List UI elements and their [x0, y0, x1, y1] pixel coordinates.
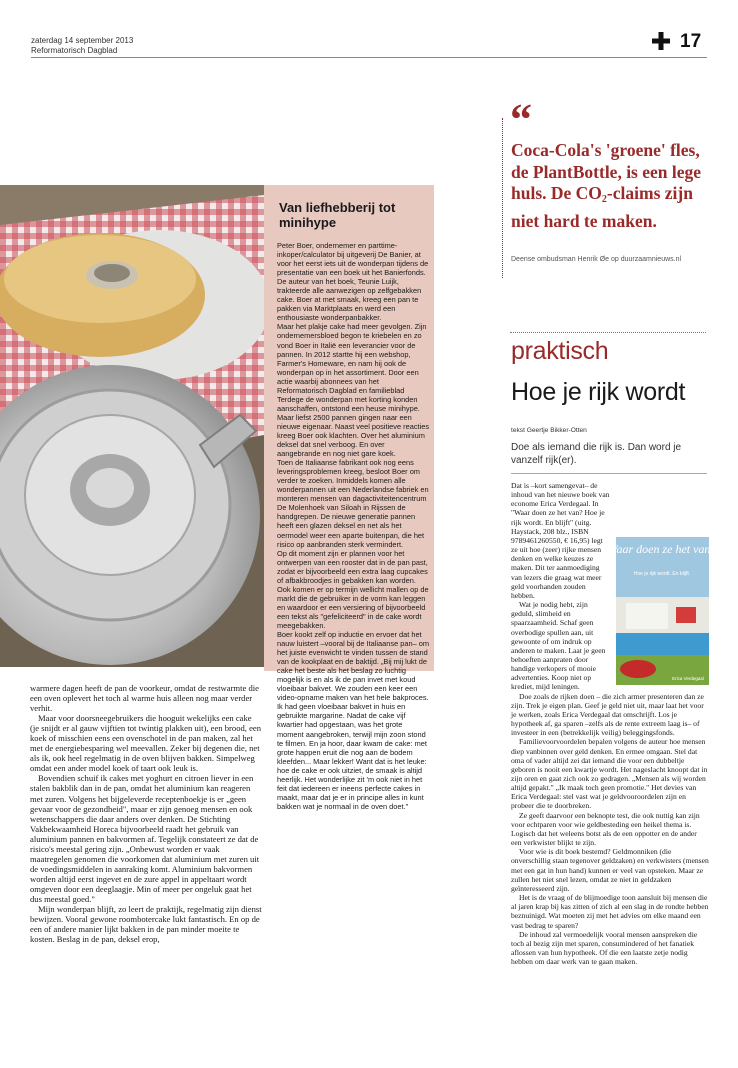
sidebar-paragraph: Maar het plakje cake had meer gevolgen. Zijn ondernemersbloed begon te kriebelen en zo vond Boer in Italië een leverancier voor de pannen. In 2012 startte hij een webshop, Farmer's Homeware, en nam hij ook de wonderpan op in het assortiment. Door een actie waarbij abonnees van het Reformatorisch Dagblad en familieblad Terdege de wonderpan met korting konden aanschaffen, ontstond een heuse minihype. Maar liefst 2500 pannen gingen naar een nieuwe eigenaar. Naast veel positieve reacties kreeg Boer ook klachten. Over het aluminium deksel dat snel verboog. En over aangebrande en nog niet gare koek.	[277, 322, 430, 459]
book-subtitle: Hoe je rijk wordt. En blijft.	[633, 571, 691, 577]
section-divider	[510, 332, 706, 333]
sidebar-body	[277, 241, 429, 811]
article-body-right	[511, 481, 717, 967]
page-number: 17	[680, 31, 702, 52]
article-body-left	[30, 683, 262, 944]
article-paragraph: Dat is –kort samengevat– de inhoud van het nieuwe boek van econome Erica Verdegaal. In "Waar doen ze het van? Hoe je rijk wordt. En blijft" (uitg. Haystack, 208 blz., ISBN 9789461260550, € 16,95) legt ze uit hoe (zeer) rijke mensen denken en welke keuzes ze maken. Dit ter aanmoediging van lezers die graag wat meer geld voorhanden zouden hebben.	[511, 481, 610, 600]
sidebar-paragraph: Toen de Italiaanse fabrikant ook nog eens leveringsproblemen kreeg, besloot Boer om verder te zoeken. Inmiddels komen alle wonderpannen uit een Nederlandse fabriek en monteren mensen van dagactiviteitencentrum De Molenhoek van Siloah in Rijssen de handgrepen. De nieuwe generatie pannen heeft een glazen deksel en net als het oermodel weer een aparte buitenpan, die het risico op aanbranden sterk vermindert.	[277, 458, 429, 549]
article-intro: Doe als iemand die rijk is. Dan word je vanzelf rijk(er).	[511, 442, 682, 466]
quote-mark-icon: “	[510, 95, 532, 144]
cake-wonderpan-photo	[0, 185, 264, 667]
header-divider	[31, 57, 707, 58]
article-paragraph: De inhoud zal vermoedelijk vooral mensen aanspreken die toch al bezig zijn met sparen, consumindered of het fanatiek aflossen van hun hypotheek. Of die een laatste zetje nodig hebben om daar werk van te gaan maken.	[511, 929, 698, 967]
article-headline: Hoe je rijk wordt	[511, 378, 686, 406]
book-author: Erica Verdegaal	[672, 676, 704, 681]
article-paragraph: Het is de vraag of de blijmoedige toon aansluit bij mensen die al jaren krap bij kas zitten of zich al een slag in de rondte hebben beznuinigd. Wat moeten zij met het advies om elke maand een vast bedrag te sparen?	[511, 893, 709, 930]
plus-icon	[652, 32, 670, 50]
sidebar-paragraph: Peter Boer, ondernemer en parttime-inkoper/calculator bij uitgeverij De Banier, at voor het eerst iets uit de wonderpan tijdens de presentatie van een boek uit het Banierfonds. De auteur van het boek, Teunie Luijk, trakteerde alle aanwezigen op zelfgebakken cake. Boer at met smaak, kreeg een pan te pakken via Marktplaats en werd een enthousiaste wonderpanbakker.	[277, 241, 429, 323]
article-paragraph: Doe zoals de rijken doen – die zich armer presenteren dan ze zijn. Trek je eigen plan. Geef je geld niet uit, maar laat het voor je werken, zoals Erica Verdegaal dat omschrijft. Los je hypotheek af, ga sparen –zelfs als de rente extreem laag is– of investeer in een (betrekkelijk veilig) beleggingsfonds.	[511, 691, 704, 738]
intro-divider	[511, 473, 707, 474]
sidebar-paragraph: Op dit moment zijn er plannen voor het ontwerpen van een rooster dat in de pan past, zodat er bijvoorbeeld een extra laag cupcakes of afbakbroodjes in gebakken kan worden. Ook komen er op termijn wellicht mallen op de markt die de gebruiker in de vorm kan leggen en waardoor er een versiering of bijvoorbeeld een tekst als "gefeliciteerd" in de cake wordt meegebakken.	[277, 548, 429, 630]
article-paragraph: Ze geeft daarvoor een beknopte test, die ook nuttig kan zijn voor echtparen voor wie geldbesteding een heikel thema is. Logisch dat het weleens botst als de een oppotter en de ander een verkwister blijkt te zijn.	[511, 810, 700, 848]
quote-rule	[502, 118, 504, 278]
section-label: praktisch	[511, 337, 609, 365]
article-paragraph: Familievoorvoordelen bepalen volgens de auteur hoe mensen diep vanbinnen over geld denken. En ermee omgaan. Stel dat oma of vader altijd zei dat iemand die voor een dubbeltje geboren is nooit een kwartje wordt. Het nageslacht knoopt dat in zijn oren en gaat zich ook zo gedragen. „Mensen als wij worden altijd gepakt." „Ik maak toch geen promotie." Het devies van Erica Verdegaal: stel vast wat je geldvooroordelen zijn en probeer die te doorbreken.	[511, 737, 708, 811]
publication-name: Reformatorisch Dagblad	[31, 46, 118, 55]
sidebar-paragraph: Boer kookt zelf op inductie en ervoer dat het nauw luistert –vooral bij de Italiaanse pan– om het juiste evenwicht te vinden tussen de stand van de kookplaat en de baktijd. „Bij mij lukt de cake het beste als het beslag zo luchtig mogelijk is en als ik de pan invet met koud vloeibaar bakvet. We zouden een keer een video-opname maken van het hele bakproces. Ik had geen vloeibaar bakvet in huis en gebruikte margarine. Nadat de cake vijf kwartier had opgestaan, was het grote moment aangebroken, terwijl mijn zoon stond te filmen. En ja hoor, daar kwam de cake: met grote happen eruit die nog aan de bodem kleefden... Maar lekker! Want dat is het leuke: hoe de cake er ook uitziet, de smaak is altijd heerlijk. Het wonderlijke zit 'm ook niet in het feit dat iedereen er ineens perfecte cakes in maakt, maar dat je er in principe alles in kunt bakken wat je normaal in de oven doet."	[277, 630, 430, 811]
pull-quote: Coca-Cola's 'groene' fles, de PlantBottle, is een lege huls. De $CO_2$-claims zijn niet hard te maken.	[511, 140, 702, 231]
article-paragraph: Bovendien schuif ik cakes met yoghurt en citroen liever in een stalen bakblik dan in de pan, omdat het aluminium kan reageren met zuren. Volgens het bijgeleverde receptenboekje is er „geen gevaar voor de gezondheid", maar er zijn genoeg mensen en ook wetenschappers die daar anders over denken. De Stichting Vakbekwaamheid Horeca bijvoorbeeld raadt het gebruik van aluminium pannen en bakvormen af. Tegelijk constateert ze dat de risico's meestal gering zijn. „Onbewust worden er vaak maatregelen genomen die voorkomen dat aluminium met zuren uit de voedingsmiddelen in aanraking komt. Aluminium bakvormen worden altijd eerst ingevet en de zure appel in appeltaart wordt omgeven door een deeglaagje. Min of meer per ongeluk gaat het dus meestal goed."	[30, 773, 260, 904]
sidebar-title: Van liefhebberij tot minihype	[279, 200, 396, 230]
article-paragraph: warmere dagen heeft de pan de voorkeur, omdat de restwarmte die een oven oplevert het toch al warme huis alleen nog maar verder verhit.	[30, 683, 259, 714]
article-paragraph: Mijn wonderpan blijft, zo leert de praktijk, regelmatig zijn dienst bewijzen. Vooral gewone roombotercake lukt fantastisch. En op de een of andere manier lijkt bakken in de pan minder moeite te kosten. Beslag in de pan, deksel erop,	[30, 904, 262, 945]
article-paragraph: Maar voor doorsneegebruikers die hooguit wekelijks een cake (je snijdt er al gauw vijftien tot twintig plakken uit), een brood, een koek of misschien eens een ovenschotel in de pan maken, zal het met de energiebesparing wel meevallen. Zeker bij degenen die, net als ik, ook heel regelmatig in de oven blijven bakken. Simpelweg omdat een ander model koek of taart ook leuk is.	[30, 713, 262, 774]
byline: tekst Geertje Bikker-Otten	[511, 427, 587, 434]
issue-date: zaterdag 14 september 2013	[31, 36, 134, 45]
book-cover	[607, 537, 717, 685]
quote-attribution: Deense ombudsman Henrik Øe op duurzaamnieuws.nl	[511, 256, 682, 263]
book-title: Waar doen ze het van?	[607, 542, 717, 556]
article-paragraph: Wat je nodig hebt, zijn geduld, slimheid en spaarzaamheid. Schaf geen overbodige spullen aan, uit gewoonte of om indruk op anderen te maken. Laat je geen behoeften aanpraten door handige verkopers of mooie advertenties. Koop niet op krediet, mijd leningen.	[511, 600, 606, 692]
article-paragraph: Voor wie is dit boek bestemd? Geldmonniken (die onverschillig staan tegenover geldzaken) en verkwisters (mensen met een gat in hun hand) kunnen er veel van opsteken. Maar ze zullen het niet snel lezen, omdat ze niet in geldzaken geïnteresseerd zijn.	[511, 847, 709, 893]
